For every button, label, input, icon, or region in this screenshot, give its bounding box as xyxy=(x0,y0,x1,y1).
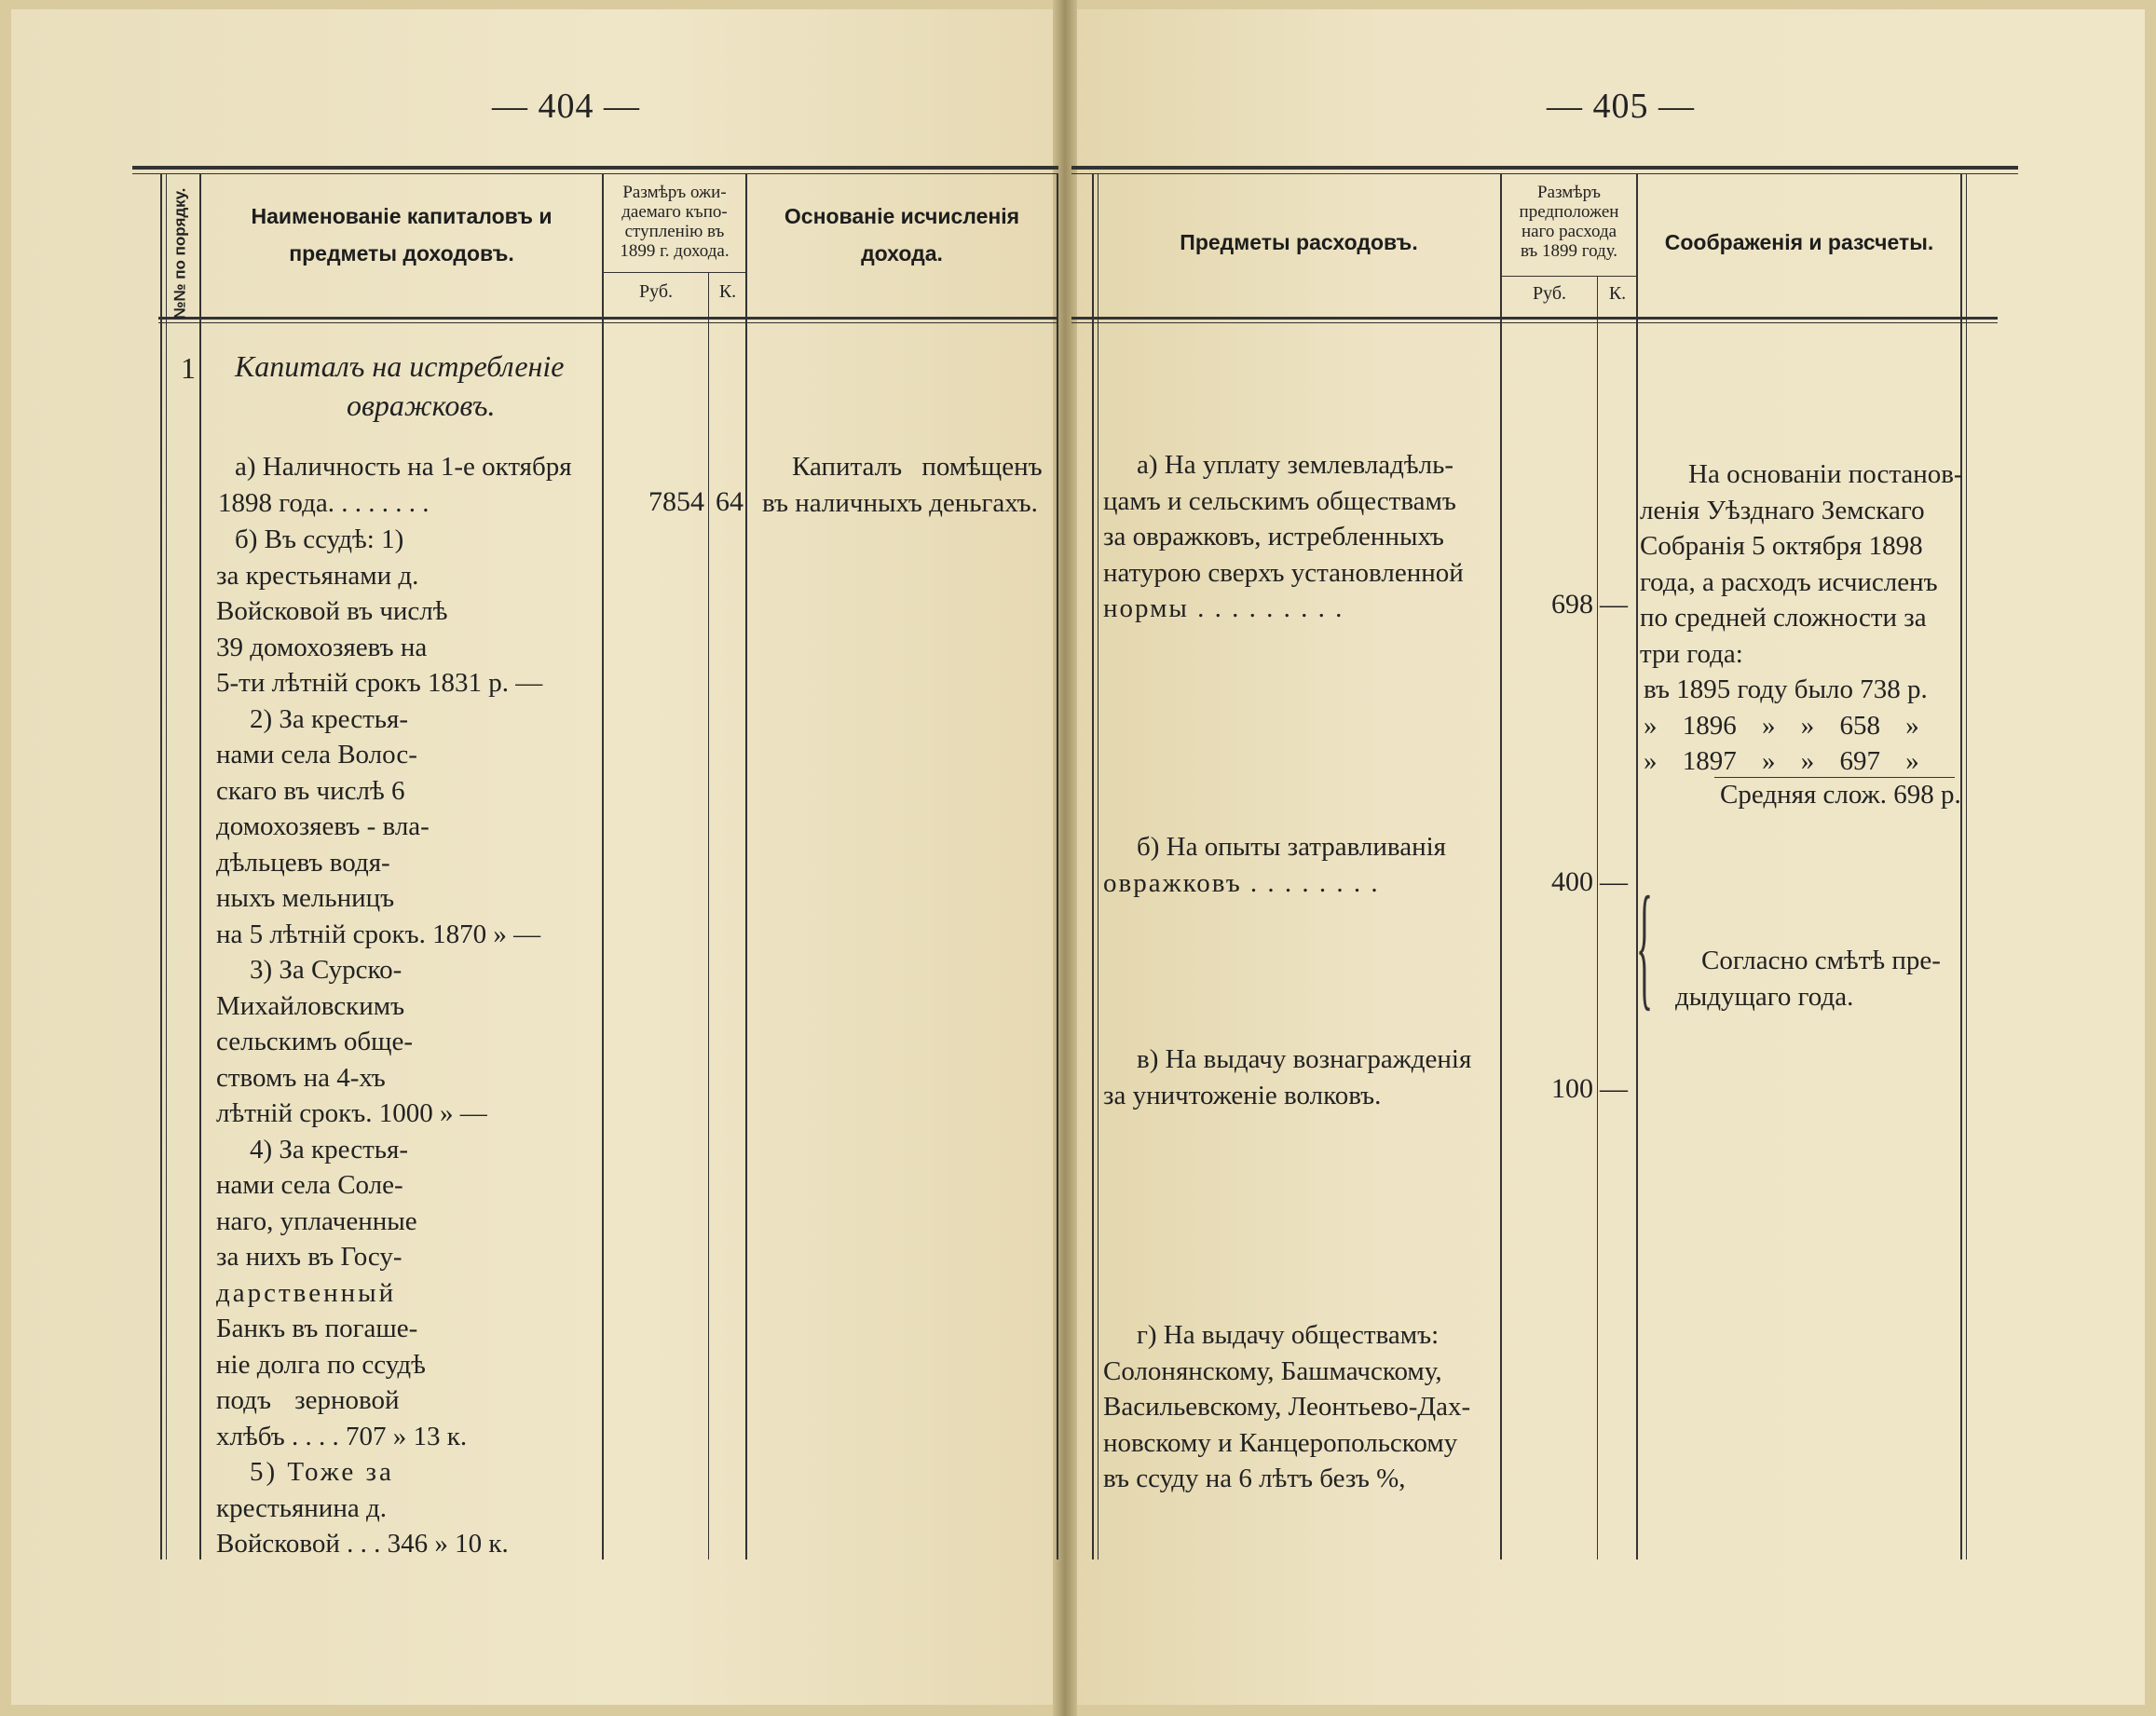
header-items-column: Предметы расходовъ. xyxy=(1180,230,1418,254)
expense-b-rub: 400 xyxy=(1551,866,1593,897)
basis-text: Капиталъ помѣщенъ въ наличныхъ деньгахъ. xyxy=(762,452,1043,518)
expense-item-a: а) На уплату землевладѣль- цамъ и сельскимъ обществамъ за овражковъ, истребленныхъ натурою сверхъ установленной нормы . . . . . . . . . xyxy=(1103,450,1464,623)
expense-item-b: б) На опыты затравливанія овражковъ . . . . . . . . xyxy=(1103,832,1447,898)
expense-a-kop: — xyxy=(1600,589,1628,620)
capital-title: Капиталъ на истребленіе овражковъ. xyxy=(235,349,565,422)
header-rub-right: Руб. xyxy=(1532,283,1567,304)
notes-a-average: Средняя слож. 698 р. xyxy=(1720,780,1961,810)
header-kop: К. xyxy=(718,281,737,302)
expense-c-kop: — xyxy=(1600,1073,1628,1104)
expense-a-rub: 698 xyxy=(1551,589,1593,620)
expense-b-kop: — xyxy=(1600,866,1628,897)
header-basis-column: Основаніе исчисленія дохода. xyxy=(784,204,1020,266)
header-amount-column: Размѣръ ожи- даемаго къпо- ступленію въ 1899 г. дохода. xyxy=(620,183,730,261)
col-divider xyxy=(199,173,201,1559)
header-notes-column: Соображенія и разсчеты. xyxy=(1664,230,1934,254)
item-a-rub: 7854 xyxy=(648,486,704,517)
expense-item-d: г) На выдачу обществамъ: Солонянскому, Башмачскому, Васильевскому, Леонтьево-Дах- новскому и Канцеропольскому въ ссуду на 6 лѣтъ безъ %, xyxy=(1103,1320,1471,1493)
item-b-loans: б) Въ ссудѣ: 1) за крестьянами д. Войсковой въ числѣ 39 домохозяевъ на 5-ти лѣтній срокъ 1831 р. — 2) За крестья- нами села Волос- скаго въ числѣ 6 домохозяевъ - вла- дѣльцевъ водя- ныхъ мельницъ на 5 лѣтній срокъ. 1870 » — 3) За Сурско- Михайловскимъ сельскимъ обще- ствомъ на 4-хъ лѣтній срокъ. 1000 » — 4) За крестья- нами села Соле- наго, уплаченные за нихъ въ Госу- дарственный Банкъ въ погаше- ніе долга по ссудѣ подъ зерновой хлѣбъ . . . . 707 » 13 к. 5) Тоже за крестьянина д. Войсковой . . . 346 » 10 к. xyxy=(216,524,543,1559)
header-expense-amount-column: Размѣръ предположен наго расхода въ 1899 году. xyxy=(1519,183,1619,261)
item-a-kop: 64 xyxy=(716,486,744,517)
header-kop-right: К. xyxy=(1608,283,1627,304)
table-top-rule xyxy=(132,166,1058,170)
header-rub: Руб. xyxy=(638,281,674,302)
header-number-column: №№ по порядку. xyxy=(171,187,188,320)
brace-mark: { xyxy=(1636,868,1653,1023)
page-number-left: — 404 — xyxy=(492,87,640,126)
expense-c-rub: 100 xyxy=(1551,1073,1593,1104)
notes-bc: Согласно смѣтѣ пре- дыдущаго года. xyxy=(1675,946,1941,1012)
header-name-column: Наименованіе капиталовъ и предметы доходовъ. xyxy=(251,204,553,266)
page-number-right: — 405 — xyxy=(1547,87,1695,126)
item-a-balance: а) Наличность на 1-е октября 1898 года. . . . . . . . xyxy=(218,452,572,518)
expense-item-c: в) На выдачу вознагражденія за уничтоженіе волковъ. xyxy=(1103,1044,1472,1110)
header-bottom-rule xyxy=(158,317,1058,320)
row-number: 1 xyxy=(181,351,196,385)
notes-a: На основаніи постанов- ленія Уѣзднаго Земскаго Собранія 5 октября 1898 года, а расходъ исчисленъ по средней сложности за три года: въ 1895 году было 738 р. » 1896 » » 658 » » 1897 » » 697 » xyxy=(1640,459,1963,776)
